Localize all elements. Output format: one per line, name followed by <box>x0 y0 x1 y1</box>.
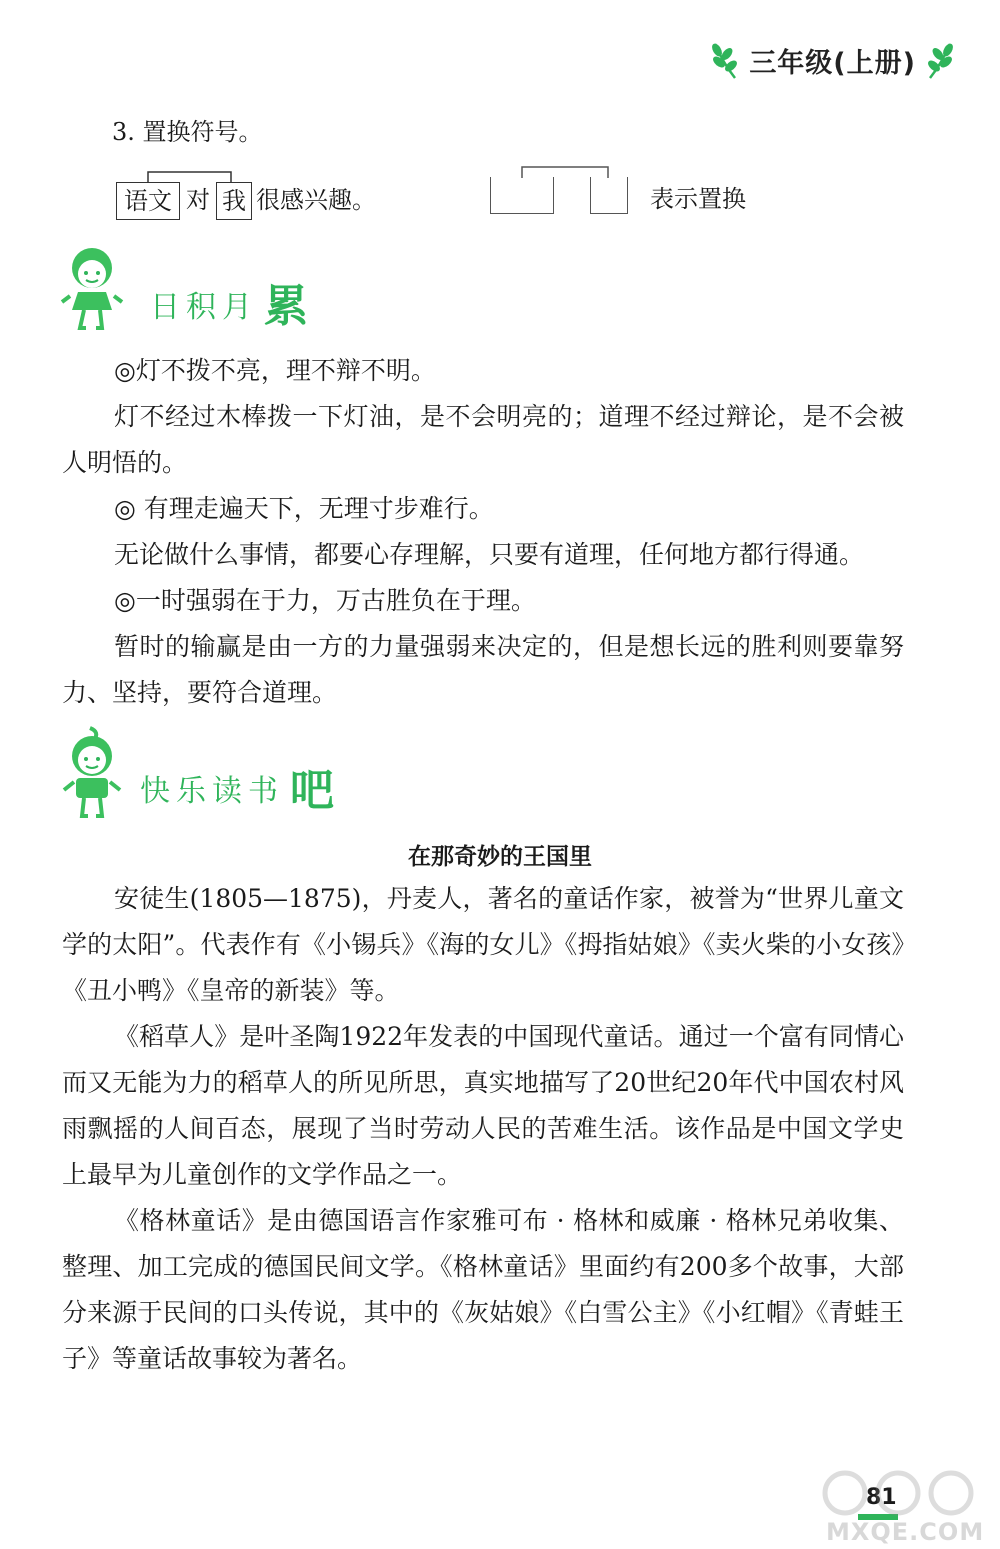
watermark <box>790 1468 990 1548</box>
section-header-accumulate <box>60 244 308 336</box>
page-number: 81 <box>866 1485 897 1510</box>
section-title-emphasis: 累 <box>264 281 308 332</box>
section-title-emphasis: 吧 <box>290 765 334 816</box>
substitution-word-2: 我 <box>216 182 252 220</box>
item-3-title: 3. 置换符号。 <box>112 118 263 146</box>
cartoon-child-icon <box>60 726 130 820</box>
section-title: 快乐读书 <box>140 774 284 809</box>
reading-paragraph: 安徒生(1805—1875)，丹麦人，著名的童话作家，被誉为“世界儿童文学的太阳”。代表作有《小锡兵》《海的女儿》《拇指姑娘》《卖火柴的小女孩》《丑小鸭》《皇帝的新装》等。 <box>62 884 904 1005</box>
proverb-meaning: 暂时的输赢是由一方的力量强弱来决定的，但是想长远的胜利则要靠努力、坚持，要符合道理。 <box>62 632 904 707</box>
substitution-rest: 很感兴趣。 <box>256 186 376 214</box>
page-header <box>707 40 958 80</box>
reading-paragraph: 《稻草人》是叶圣陶1922年发表的中国现代童话。通过一个富有同情心而又无能为力的稻草人的所见所思，真实地描写了20世纪20年代中国农村风雨飘摇的人间百态，展现了当时劳动人民的苦难生活。该作品是中国文学史上最早为儿童创作的文学作品之一。 <box>62 1022 904 1189</box>
legend-text: 表示置换 <box>650 185 746 213</box>
proverb-saying: ◎一时强弱在于力，万古胜负在于理。 <box>114 586 536 615</box>
grade-label: 三年级(上册) <box>749 47 916 79</box>
substitution-example <box>116 170 416 222</box>
legend-box-1 <box>490 177 554 214</box>
section-title: 日积月 <box>150 290 258 325</box>
proverb-meaning: 无论做什么事情，都要心存理解，只要有道理，任何地方都行得通。 <box>114 540 865 569</box>
cartoon-girl-icon <box>60 244 130 336</box>
leaf-sprig-icon <box>924 40 958 80</box>
substitution-legend <box>490 165 790 225</box>
watermark-text: MXQE.COM <box>826 1518 985 1546</box>
section-header-reading <box>60 726 334 820</box>
substitution-word-1: 语文 <box>116 182 180 220</box>
proverb-saying: ◎灯不拨不亮，理不辩不明。 <box>114 356 436 385</box>
watermark-logo-icon <box>820 1468 980 1518</box>
proverb-meaning: 灯不经过木棒拨一下灯油，是不会明亮的；道理不经过辩论，是不会被人明悟的。 <box>62 402 904 477</box>
proverb-saying: ◎ 有理走遍天下，无理寸步难行。 <box>114 494 494 523</box>
legend-box-2 <box>590 177 628 214</box>
substitution-middle: 对 <box>186 186 210 214</box>
reading-paragraph: 《格林童话》是由德国语言作家雅可布 · 格林和威廉 · 格林兄弟收集、整理、加工完成的德国民间文学。《格林童话》里面约有200多个故事，大部分来源于民间的口头传说，其中的《灰姑娘》《白雪公主》《小红帽》《青蛙王子》等童话故事较为著名。 <box>62 1206 904 1373</box>
reading-title: 在那奇妙的王国里 <box>408 844 592 870</box>
leaf-sprig-icon <box>707 40 741 80</box>
